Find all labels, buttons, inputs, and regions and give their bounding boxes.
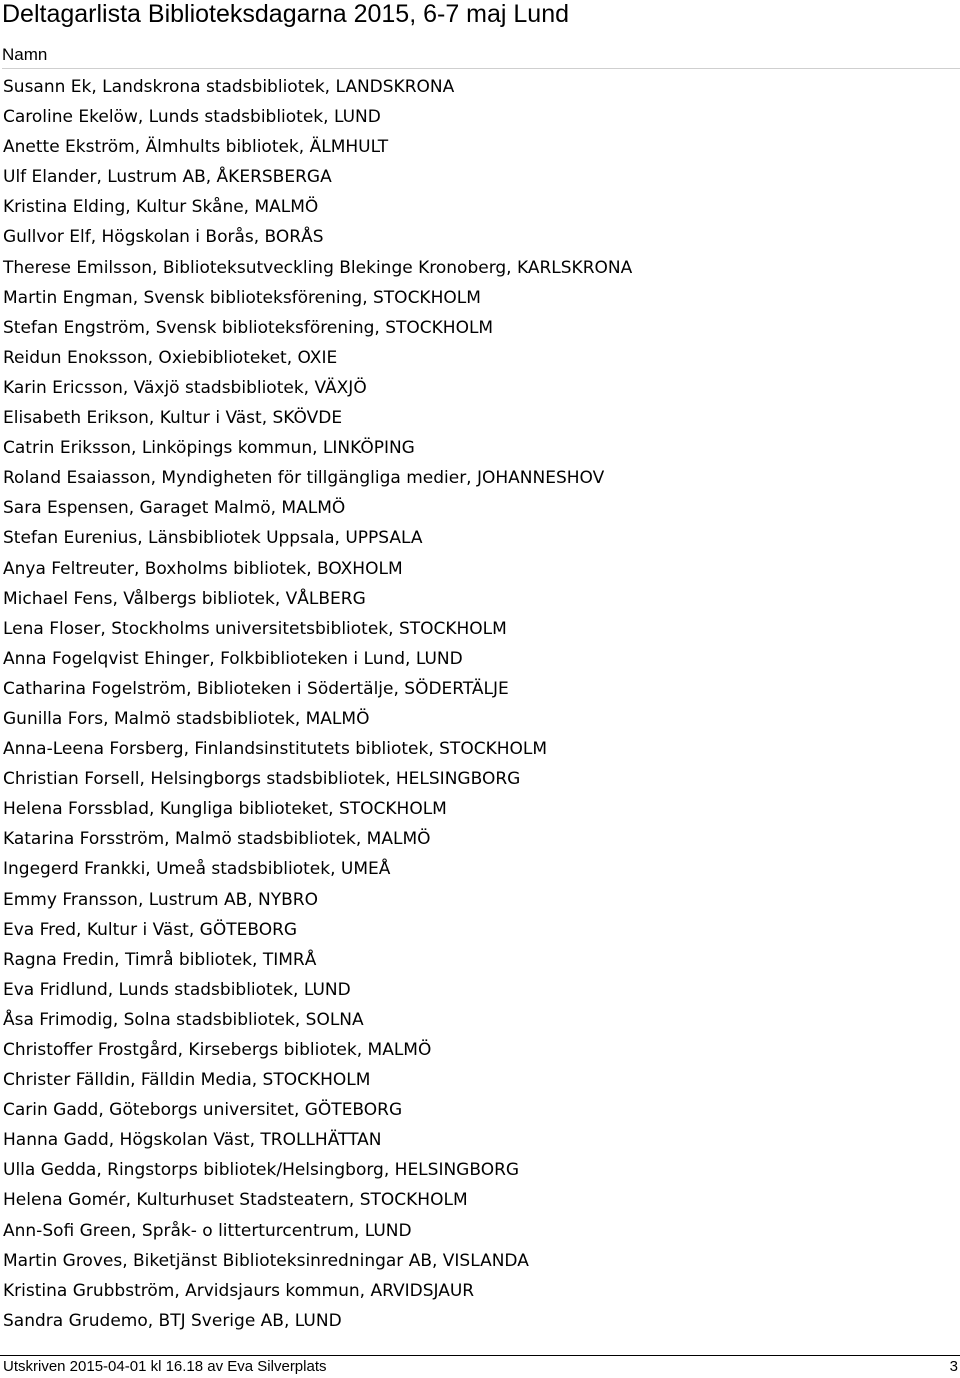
printed-info: Utskriven 2015-04-01 kl 16.18 av Eva Silverplats [3, 1358, 327, 1375]
participant-row: Gullvor Elf, Högskolan i Borås, BORÅS [3, 227, 324, 248]
participant-row: Ragna Fredin, Timrå bibliotek, TIMRÅ [3, 949, 317, 970]
participant-row: Susann Ek, Landskrona stadsbibliotek, LANDSKRONA [3, 77, 455, 97]
participant-row: Sara Espensen, Garaget Malmö, MALMÖ [3, 498, 346, 519]
participant-row: Elisabeth Erikson, Kultur i Väst, SKÖVDE [3, 408, 343, 429]
participant-row: Anya Feltreuter, Boxholms bibliotek, BOXHOLM [3, 558, 403, 579]
participant-row: Lena Floser, Stockholms universitetsbibliotek, STOCKHOLM [3, 618, 507, 639]
participant-row: Ulla Gedda, Ringstorps bibliotek/Helsingborg, HELSINGBORG [3, 1160, 520, 1181]
participant-row: Reidun Enoksson, Oxiebiblioteket, OXIE [3, 347, 338, 368]
participant-row: Christoffer Frostgård, Kirsebergs bibliotek, MALMÖ [3, 1040, 432, 1060]
participant-row: Catrin Eriksson, Linköpings kommun, LINKÖPING [3, 438, 415, 459]
participant-row: Helena Gomér, Kulturhuset Stadsteatern, STOCKHOLM [3, 1190, 468, 1211]
page-footer [0, 1355, 960, 1378]
participant-row: Carin Gadd, Göteborgs universitet, GÖTEBORG [3, 1100, 403, 1121]
participant-row: Eva Fred, Kultur i Väst, GÖTEBORG [3, 919, 298, 940]
participant-row: Katarina Forsström, Malmö stadsbibliotek, MALMÖ [3, 829, 431, 850]
participant-row: Anna Fogelqvist Ehinger, Folkbiblioteken i Lund, LUND [3, 648, 463, 669]
participant-row: Therese Emilsson, Biblioteksutveckling Blekinge Kronoberg, KARLSKRONA [3, 257, 633, 278]
participant-row: Åsa Frimodig, Solna stadsbibliotek, SOLNA [3, 1009, 364, 1030]
participant-row: Ann-Sofi Green, Språk- o litterturcentrum, LUND [3, 1220, 412, 1241]
page-number: 3 [949, 1358, 958, 1375]
participant-row: Anna-Leena Forsberg, Finlandsinstitutets bibliotek, STOCKHOLM [3, 739, 548, 760]
participant-row: Stefan Engström, Svensk biblioteksförening, STOCKHOLM [3, 317, 494, 338]
participant-row: Karin Ericsson, Växjö stadsbibliotek, VÄXJÖ [3, 377, 367, 398]
participant-row: Caroline Ekelöw, Lunds stadsbibliotek, LUND [3, 107, 381, 128]
participant-row: Ulf Elander, Lustrum AB, ÅKERSBERGA [3, 167, 332, 188]
participant-row: Emmy Fransson, Lustrum AB, NYBRO [3, 889, 318, 910]
participant-list [3, 72, 958, 1336]
participant-row: Kristina Elding, Kultur Skåne, MALMÖ [3, 197, 319, 218]
participant-row: Roland Esaiasson, Myndigheten för tillgängliga medier, JOHANNESHOV [3, 468, 605, 489]
participant-row: Catharina Fogelström, Biblioteken i Södertälje, SÖDERTÄLJE [3, 678, 509, 699]
participant-row: Martin Groves, Biketjänst Biblioteksinredningar AB, VISLANDA [3, 1250, 529, 1271]
participant-row: Sandra Grudemo, BTJ Sverige AB, LUND [3, 1310, 342, 1331]
participant-row: Christer Fälldin, Fälldin Media, STOCKHOLM [3, 1070, 371, 1091]
document-title: Deltagarlista Biblioteksdagarna 2015, 6-7 maj Lund [2, 0, 570, 28]
column-header-name: Namn [2, 42, 960, 69]
participant-row: Michael Fens, Vålbergs bibliotek, VÅLBERG [3, 588, 366, 609]
participant-row: Helena Forssblad, Kungliga biblioteket, STOCKHOLM [3, 799, 447, 820]
participant-row: Eva Fridlund, Lunds stadsbibliotek, LUND [3, 979, 351, 1000]
participant-row: Kristina Grubbström, Arvidsjaurs kommun, ARVIDSJAUR [3, 1280, 475, 1301]
participant-row: Gunilla Fors, Malmö stadsbibliotek, MALMÖ [3, 708, 370, 729]
participant-row: Anette Ekström, Älmhults bibliotek, ÄLMHULT [3, 137, 389, 158]
participant-row: Stefan Eurenius, Länsbibliotek Uppsala, UPPSALA [3, 528, 423, 549]
participant-row: Christian Forsell, Helsingborgs stadsbibliotek, HELSINGBORG [3, 769, 521, 790]
participant-row: Hanna Gadd, Högskolan Väst, TROLLHÄTTAN [3, 1130, 382, 1151]
participant-row: Ingegerd Frankki, Umeå stadsbibliotek, UMEÅ [3, 859, 391, 880]
participant-row: Martin Engman, Svensk biblioteksförening, STOCKHOLM [3, 287, 481, 308]
